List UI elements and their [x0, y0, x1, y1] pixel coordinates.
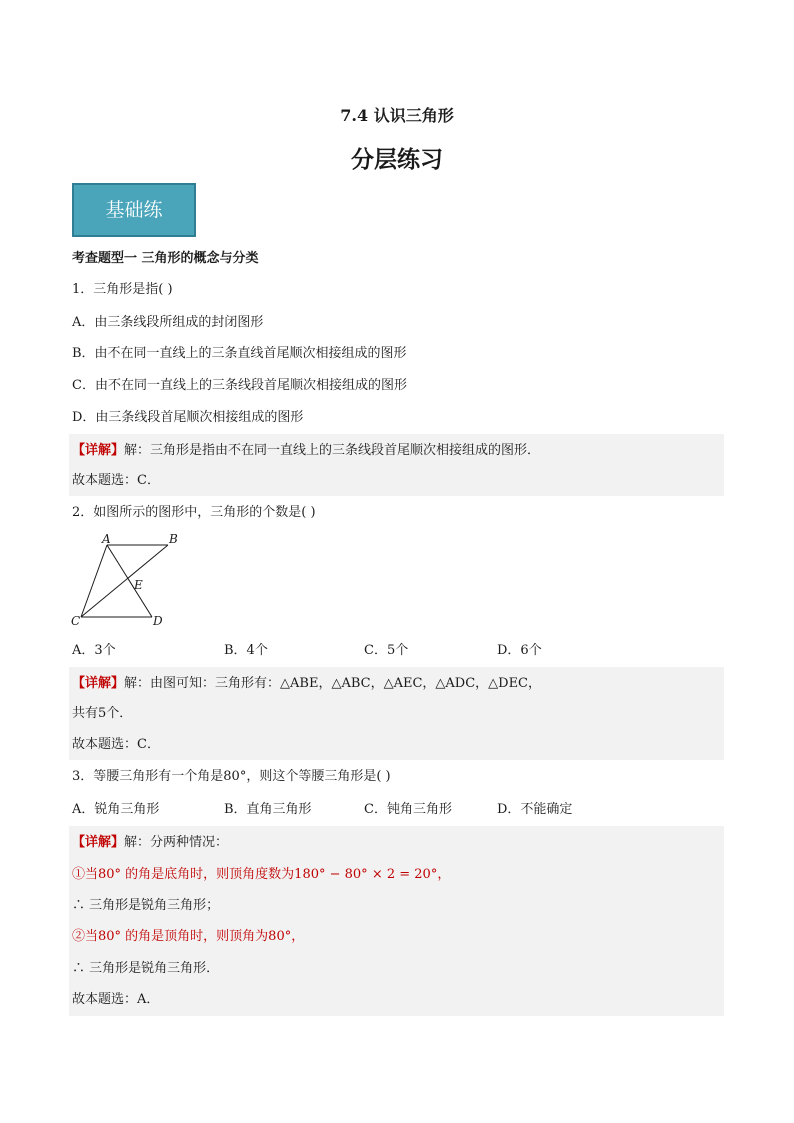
q1-answer-tag: 【详解】 [72, 443, 125, 458]
triangle-figure [70, 532, 200, 632]
segment-ad [107, 545, 152, 617]
q3-answer-tag: 【详解】 [72, 835, 125, 850]
q1-option-b: B．由不在同一直线上的三条直线首尾顺次相接组成的图形 [72, 346, 407, 361]
point-label-d: D [153, 614, 163, 628]
q1-option-a: A．由三条线段所组成的封闭图形 [72, 315, 264, 330]
q1-answer-line2: 故本题选：C． [72, 473, 160, 488]
q3-answer-line5: ∴ 三角形是锐角三角形． [72, 961, 220, 976]
q3-stem: 3．等腰三角形有一个角是80°，则这个等腰三角形是( ) [72, 769, 391, 784]
topic-heading: 考查题型一 三角形的概念与分类 [72, 251, 259, 266]
q2-answer-line1: 【详解】解：由图可知：三角形有：△ABE，△ABC，△AEC，△ADC，△DEC， [72, 676, 542, 691]
point-label-c: C [71, 614, 81, 628]
q2-option-a: A．3个 [72, 643, 116, 658]
q1-option-c: C．由不在同一直线上的三条线段首尾顺次相接组成的图形 [72, 378, 407, 393]
q3-answer-line2: ①当80° 的角是底角时，则顶角度数为180° − 80° × 2 = 20°， [72, 867, 451, 882]
page-title: 7.4 认识三角形 [340, 106, 454, 125]
q3-option-c: C．钝角三角形 [364, 802, 452, 817]
q3-answer-line6: 故本题选：A． [72, 992, 160, 1007]
q1-answer-box [69, 434, 724, 496]
q2-stem: 2．如图所示的图形中，三角形的个数是( ) [72, 505, 316, 520]
point-label-e: E [134, 578, 143, 592]
q3-option-a: A．锐角三角形 [72, 802, 160, 817]
section-badge: 基础练 [72, 183, 196, 237]
q1-option-d: D．由三条线段首尾顺次相接组成的图形 [72, 410, 304, 425]
q3-answer-box [69, 826, 724, 1016]
q2-answer-line2: 共有5个． [72, 706, 133, 721]
page-subtitle: 分层练习 [351, 146, 443, 173]
q2-option-d: D．6个 [497, 643, 542, 658]
q1-stem: 1．三角形是指( ) [72, 282, 173, 297]
q1-answer-line1: 【详解】解：三角形是指由不在同一直线上的三条线段首尾顺次相接组成的图形． [72, 443, 541, 458]
point-label-a: A [102, 532, 111, 546]
q3-answer-line3: ∴ 三角形是锐角三角形； [72, 898, 220, 913]
q2-option-b: B．4个 [224, 643, 268, 658]
q2-option-c: C．5个 [364, 643, 409, 658]
q3-answer-line1: 【详解】解：分两种情况： [72, 835, 229, 850]
q3-option-d: D．不能确定 [497, 802, 573, 817]
q3-option-b: B．直角三角形 [224, 802, 312, 817]
q2-answer-tag: 【详解】 [72, 676, 125, 691]
q2-answer-line3: 故本题选：C． [72, 737, 160, 752]
q2-answer-box [69, 667, 724, 760]
q3-answer-line4: ②当80° 的角是顶角时，则顶角为80°， [72, 929, 305, 944]
point-label-b: B [169, 532, 178, 546]
